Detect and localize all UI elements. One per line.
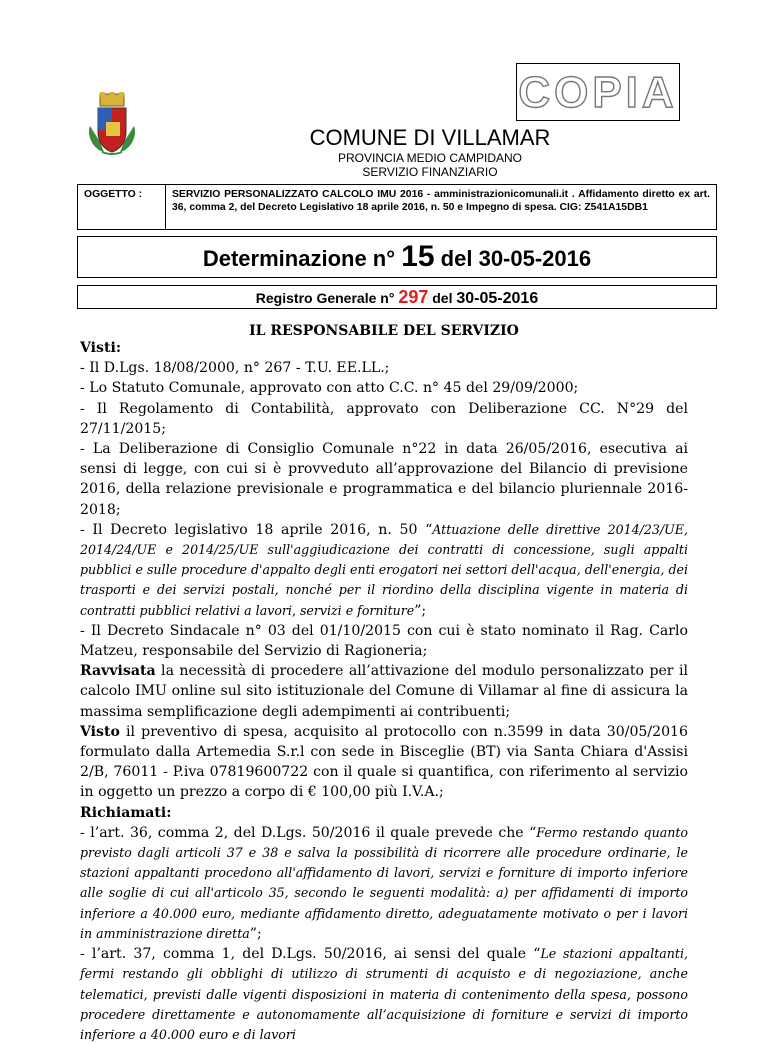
visto-label: Visto <box>80 723 120 740</box>
oggetto-label: OGGETTO : <box>78 185 166 229</box>
art36-quote: Fermo restando quanto previsto dagli articoli 37 e 38 e salva la possibilità di ricorrere alle procedure ordinarie, le stazioni appaltanti procedono all'affidamento di lavori, servizi e forniture di importo inferiore alle soglie di cui all'articolo 35, secondo le seguenti modalità: a) per affidamenti di importo inferiore a 40.000 euro, mediante affidamento diretto, adeguatamente motivato o per i lavori in amministrazione diretta <box>80 824 688 941</box>
municipal-crest-icon <box>86 92 138 156</box>
visti-item: - Il Regolamento di Contabilità, approvato con Deliberazione CC. N°29 del 27/11/2015; <box>80 400 688 437</box>
art37-paragraph <box>80 944 688 1045</box>
ravvisata-paragraph <box>80 661 688 722</box>
visti-label: Visti: <box>80 340 122 356</box>
art36-prefix: - l’art. 36, comma 2, del D.Lgs. 50/2016 il quale prevede che “ <box>80 824 537 841</box>
registro-date: 30-05-2016 <box>456 290 539 307</box>
document-body <box>80 338 688 1045</box>
decreto-lgs-prefix: - Il Decreto legislativo 18 aprile 2016, n. 50 “ <box>80 521 433 538</box>
art36-suffix: ”; <box>249 925 262 942</box>
visto-text: il preventivo di spesa, acquisito al protocollo con n.3599 in data 30/05/2016 formulato dalla Artemedia S.r.l con sede in Bisceglie (BT) via Santa Chiara d'Assisi 2/B, 76011 - P.iva 07819600722 con il quale si quantifica, con riferimento al servizio in oggetto un prezzo a corpo di € 100,00 più I.V.A.; <box>80 723 688 801</box>
oggetto-text: SERVIZIO PERSONALIZZATO CALCOLO IMU 2016 - amministrazionicomunali.it . Affidamento diretto ex art. 36, comma 2, del Decreto Legislativo 18 aprile 2016, n. 50 e Impegno di spesa. CIG: Z541A15DB1 <box>172 189 710 213</box>
decreto-lgs-title: Attuazione delle direttive 2014/23/UE, 2014/24/UE e 2014/25/UE sull'aggiudicazione dei contratti di concessione, sugli appalti pubblici e sulle procedure d'appalto degli enti erogatori nei settori dell'acqua, dell'energia, dei trasporti e dei servizi postali, nonché per il riordino della disciplina vigente in materia di contratti pubblici relativi a lavori, servizi e forniture <box>80 521 688 618</box>
header-block <box>230 125 630 179</box>
decreto-lgs-suffix: ”; <box>414 602 427 619</box>
registro-date-prefix: del <box>432 290 453 306</box>
servizio-label: SERVIZIO FINANZIARIO <box>362 165 498 179</box>
registro-prefix: Registro Generale n° <box>255 290 395 306</box>
determinazione-prefix: Determinazione n° <box>202 246 396 271</box>
ravvisata-text: la necessità di procedere all’attivazione del modulo personalizzato per il calcolo IMU online sul sito istituzionale del Comune di Villamar al fine di assicura la massima semplificazione degli adempimenti ai contribuenti; <box>80 663 688 720</box>
ravvisata-label: Ravvisata <box>80 663 156 680</box>
copia-stamp <box>516 63 680 121</box>
determinazione-number: 15 <box>401 240 435 273</box>
registro-box <box>77 285 717 309</box>
art36-paragraph <box>80 823 688 944</box>
richiamati-label: Richiamati: <box>80 804 172 821</box>
determinazione-date: 30-05-2016 <box>478 246 592 271</box>
visti-item: - Lo Statuto Comunale, approvato con atto C.C. n° 45 del 29/09/2000; <box>80 380 579 397</box>
art37-prefix: - l’art. 37, comma 1, del D.Lgs. 50/2016, ai sensi del quale “ <box>80 946 541 963</box>
visti-item: - La Deliberazione di Consiglio Comunale n°22 in data 26/05/2016, esecutiva ai sensi di legge, con cui si è provveduto all’approvazione del Bilancio di previsione 2016, della relazione previsionale e programmatica e del bilancio pluriennale 2016-2018; <box>80 441 688 518</box>
visto-paragraph <box>80 722 688 803</box>
registro-number: 297 <box>398 287 429 307</box>
decreto-lgs-paragraph <box>80 520 688 621</box>
visti-item: - Il D.Lgs. 18/08/2000, n° 267 - T.U. EE.LL.; <box>80 360 390 377</box>
copia-stamp-text: COPIA <box>518 68 678 117</box>
provincia-label: PROVINCIA MEDIO CAMPIDANO <box>337 151 523 165</box>
section-title: IL RESPONSABILE DEL SERVIZIO <box>249 323 519 339</box>
oggetto-box <box>77 184 717 230</box>
determinazione-date-prefix: del <box>440 246 473 271</box>
comune-title: COMUNE DI VILLAMAR <box>309 125 551 150</box>
art37-quote: Le stazioni appaltanti, fermi restando gli obblighi di utilizzo di strumenti di acquisto e di negoziazione, anche telematici, previsti dalle vigenti disposizioni in materia di contenimento della spesa, possono procedere direttamente e autonomamente all’acquisizione di forniture e servizi di importo inferiore a 40.000 euro e di lavori <box>80 946 688 1042</box>
determinazione-box <box>77 236 717 278</box>
decreto-sindacale-paragraph: - Il Decreto Sindacale n° 03 del 01/10/2015 con cui è stato nominato il Rag. Carlo Matzeu, responsabile del Servizio di Ragioneria; <box>80 622 688 660</box>
